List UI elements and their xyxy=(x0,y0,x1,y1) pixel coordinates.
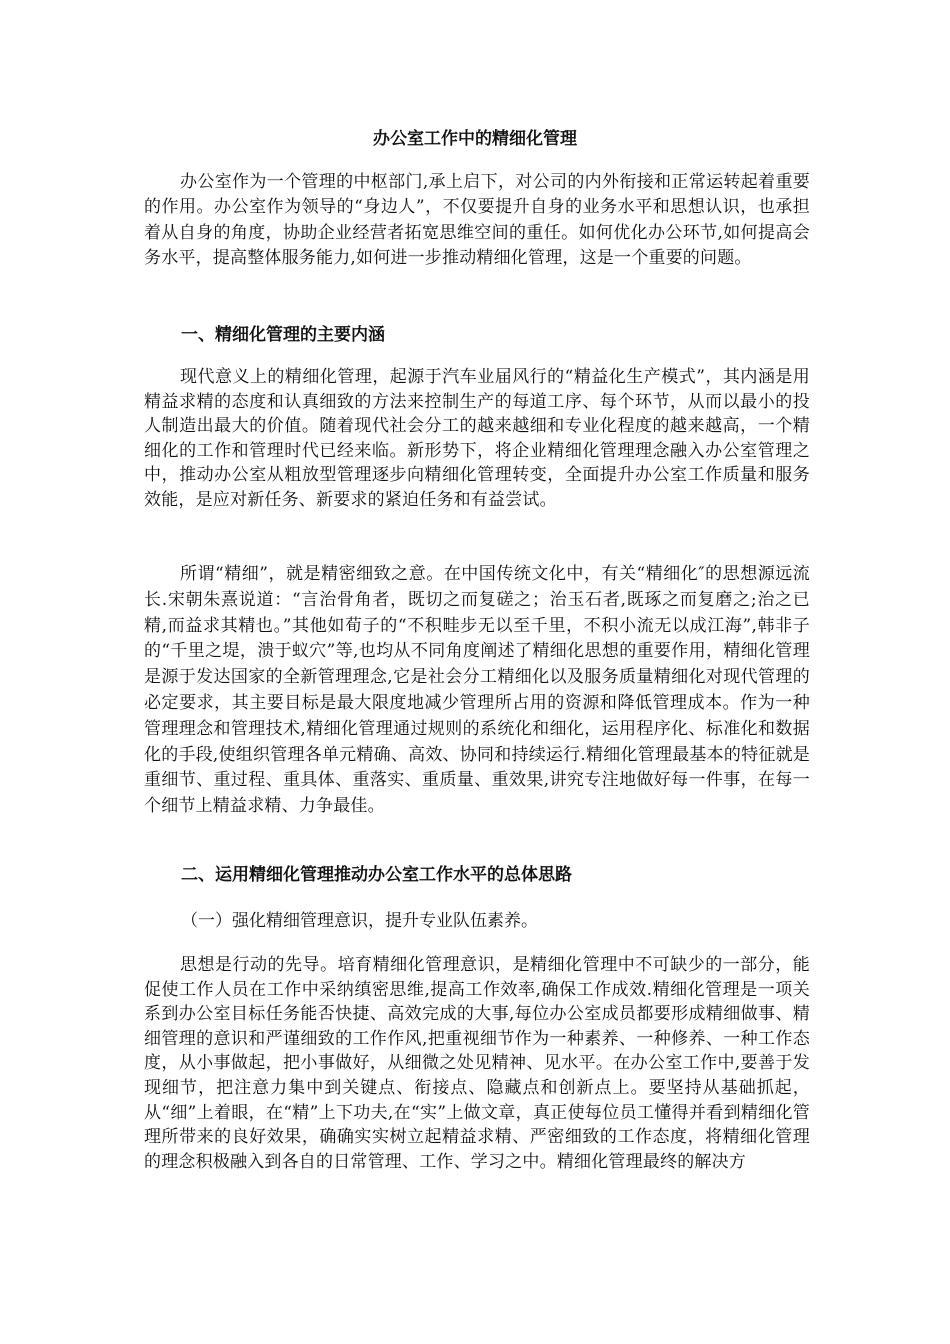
section-2-paragraph-1: 思想是行动的先导。培育精细化管理意识，是精细化管理中不可缺少的一部分，能促使工作人员在工作中采纳缜密思维,提高工作效率,确保工作成效.精细化管理是一项关系到办公室目标任务能否快捷、高效完成的大事,每位办公室成员都要形成精细做事、精细管理的意识和严谨细致的工作作风,把重视细节作为一种素养、一种修养、一种工作态度，从小事做起，把小事做好，从细微之处见精神、见水平。在办公室工作中,要善于发现细节，把注意力集中到关键点、衔接点、隐藏点和创新点上。要坚持从基础抓起，从“细”上着眼，在“精”上下功夫,在“实”上做文章，真正使每位员工懂得并看到精细化管理所带来的良好效果，确确实实树立起精益求精、严密细致的工作态度，将精细化管理的理念积极融入到各自的日常管理、工作、学习之中。精细化管理最终的解决方 xyxy=(144,955,810,1172)
section-1-paragraph-2: 所谓“精细”，就是精密细致之意。在中国传统文化中，有关“精细化″的思想源远流长.宋朝朱熹说道：“言治骨角者，既切之而复磋之；治玉石者,既琢之而复磨之;治之已精,而益求其精也。”其他如荀子的“不积畦步无以至千里，不积小流无以成江海”,韩非子的“千里之堤，溃于蚁穴”等,也均从不同角度阐述了精细化思想的重要作用，精细化管理是源于发达国家的全新管理理念,它是社会分工精细化以及服务质量精细化对现代管理的必定要求，其主要目标是最大限度地减少管理所占用的资源和降低管理成本。作为一种管理理念和管理技术,精细化管理通过规则的系统化和细化，运用程序化、标准化和数据化的手段,使组织管理各单元精确、高效、协同和持续运行.精细化管理最基本的特征就是重细节、重过程、重具体、重落实、重质量、重效果,讲究专注地做好每一件事，在每一个细节上精益求精、力争最佳。 xyxy=(144,564,810,817)
intro-paragraph: 办公室作为一个管理的中枢部门,承上启下，对公司的内外衔接和正常运转起着重要的作用。办公室作为领导的“身边人”，不仅要提升自身的业务水平和思想认识，也承担着从自身的角度，协助企业经营者拓宽思维空间的重任。如何优化办公环节,如何提高会务水平，提高整体服务能力,如何进一步推动精细化管理，这是一个重要的问题。 xyxy=(144,172,810,269)
section-2-subheading-1: （一）强化精细管理意识，提升专业队伍素养。 xyxy=(181,911,538,931)
section-2-heading: 二、运用精细化管理推动办公室工作水平的总体思路 xyxy=(181,865,572,885)
section-1-paragraph-1: 现代意义上的精细化管理，起源于汽车业届风行的“精益化生产模式”，其内涵是用精益求精的态度和认真细致的方法来控制生产的每道工序、每个环节，从而以最小的投人制造出最大的价值。随着现代社会分工的越来越细和专业化程度的越来越高，一个精细化的工作和管理时代已经来临。新形势下，将企业精细化管理理念融入办公室管理之中，推动办公室从粗放型管理逐步向精细化管理转变，全面提升办公室工作质量和服务效能，是应对新任务、新要求的紧迫任务和有益尝试。 xyxy=(144,367,810,510)
document-title: 办公室工作中的精细化管理 xyxy=(373,129,577,149)
section-1-heading: 一、精细化管理的主要内涵 xyxy=(181,325,385,345)
